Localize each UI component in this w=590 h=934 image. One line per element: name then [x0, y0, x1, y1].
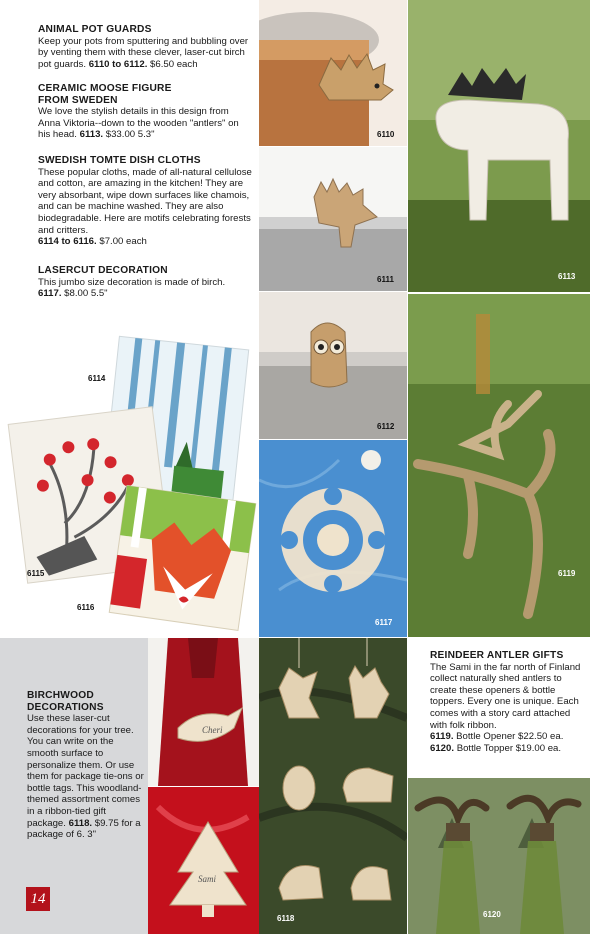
moose-title-line2: FROM SWEDEN — [38, 94, 118, 106]
photo-label-6114: 6114 — [88, 374, 106, 383]
birchwood-title-line2: DECORATIONS — [27, 701, 104, 713]
photo-label-6119: 6119 — [558, 569, 576, 578]
bird-tag-text: Cheri — [202, 725, 223, 735]
photo-6118-birchwood-ornaments — [259, 638, 407, 934]
moose-pot-illustration — [259, 147, 407, 291]
fox-cloth — [109, 486, 256, 631]
owl-pot-illustration — [259, 292, 407, 439]
moose-description: We love the stylish details in this design from Anna Viktoria--down to the wooden "antlers" on his head. 6113. $33.00 5.3" — [38, 106, 239, 141]
antler-opener-illustration — [408, 294, 590, 637]
lasercut-section — [38, 265, 252, 300]
photo-label-6110: 6110 — [377, 130, 395, 139]
antler-description: The Sami in the far north of Finland collect naturally shed antlers to create these openers & bottle toppers. Every one is unique. Each comes with a story card attached with folk ribbon. — [430, 661, 581, 731]
dish-cloths-title: SWEDISH TOMTE DISH CLOTHS — [38, 155, 201, 166]
moose-price: $33.00 5.3" — [105, 129, 155, 141]
photo-6119-antler-opener — [408, 294, 590, 637]
ceramic-moose-illustration — [408, 0, 590, 292]
birchwood-price: $9.75 for a package of 6. 3" — [27, 817, 141, 841]
antler-title: REINDEER ANTLER GIFTS — [430, 650, 564, 661]
dish-cloths-price-line — [38, 236, 252, 248]
lasercut-price: $8.00 5.5" — [64, 288, 108, 300]
dish-cloths-description: These popular cloths, made of all-natural cellulose and cotton, are amazing in the kitchen! They are very absorbant, wipe down surfaces like chamois, and can be machine washed. They are also biodegradable. Here are motifs celebrating forests and critters. — [38, 166, 252, 236]
photo-6117-lasercut-decoration — [259, 440, 407, 637]
page-number: 14 — [26, 887, 50, 911]
photo-6113-ceramic-moose — [408, 0, 590, 292]
photo-label-6117: 6117 — [375, 618, 393, 627]
photo-6120-antler-bottle-topper — [408, 778, 590, 934]
birchwood-title-line1: BIRCHWOOD — [27, 690, 94, 701]
antler-item-2 — [430, 743, 582, 755]
pot-guards-title: ANIMAL POT GUARDS — [38, 24, 152, 35]
snowflake-decoration-illustration — [259, 440, 407, 637]
dish-cloths-photo — [0, 320, 258, 638]
lasercut-sku: 6117. — [38, 288, 62, 300]
tree-tag-text: Sami — [198, 874, 216, 884]
moose-title-line1: CERAMIC MOOSE FIGURE — [38, 83, 172, 94]
photo-label-6112: 6112 — [377, 422, 395, 431]
dish-cloths-price: $7.00 each — [99, 236, 147, 248]
photo-label-6118: 6118 — [277, 914, 295, 923]
photo-label-6113: 6113 — [558, 272, 576, 281]
photo-bird-tag-bottle — [148, 638, 259, 786]
photo-6111-moose-pot-guard — [259, 147, 407, 291]
lasercut-title: LASERCUT DECORATION — [38, 265, 168, 276]
moose-sku: 6113. — [79, 129, 104, 141]
birchwood-section — [27, 690, 145, 841]
antler-price-1: Bottle Opener $22.50 ea. — [456, 731, 564, 743]
antler-sku-2: 6120. — [430, 742, 455, 754]
photo-label-6115: 6115 — [27, 569, 45, 578]
birchwood-ornaments-illustration — [259, 638, 407, 934]
lasercut-price-line — [38, 288, 252, 300]
antler-item-1 — [430, 731, 582, 743]
photo-6110-hedgehog-pot-guard — [259, 0, 407, 146]
photo-label-6111: 6111 — [377, 275, 394, 284]
pot-guards-description: Keep your pots from sputtering and bubbling over by venting them with these clever, laser-cut birch pot guards. 6110 to 6112. $6.50 each — [38, 35, 249, 70]
photo-tree-tag — [148, 787, 259, 934]
birchwood-description: Use these laser-cut decorations for your tree. You can write on the smooth surface to personalize them. Or use them for package tie-ons or bottle tags. This woodland-themed assortment comes in a ribbon-tied gift package. 6118. $9.75 for a package of 6. 3" — [27, 713, 144, 841]
lasercut-description: This jumbo size decoration is made of birch. — [38, 276, 226, 288]
antler-section — [430, 650, 582, 754]
photo-6112-owl-pot-guard — [259, 292, 407, 439]
photo-label-6120: 6120 — [483, 910, 501, 919]
pot-guards-section — [38, 24, 252, 70]
hedgehog-pot-illustration — [259, 0, 407, 146]
antler-price-2: Bottle Topper $19.00 ea. — [456, 742, 562, 754]
pot-guards-price: $6.50 each — [150, 58, 198, 70]
birchwood-sku: 6118. — [68, 817, 93, 829]
tree-tag-illustration — [148, 787, 259, 934]
bird-tag-illustration — [148, 638, 259, 786]
pot-guards-sku: 6110 to 6112. — [88, 58, 148, 70]
photo-label-6116: 6116 — [77, 603, 95, 612]
dish-cloths-section — [38, 155, 252, 248]
dish-cloths-illustration — [0, 320, 258, 638]
dish-cloths-sku: 6114 to 6116. — [38, 236, 97, 248]
moose-section — [38, 83, 252, 141]
antler-sku-1: 6119. — [430, 731, 454, 743]
